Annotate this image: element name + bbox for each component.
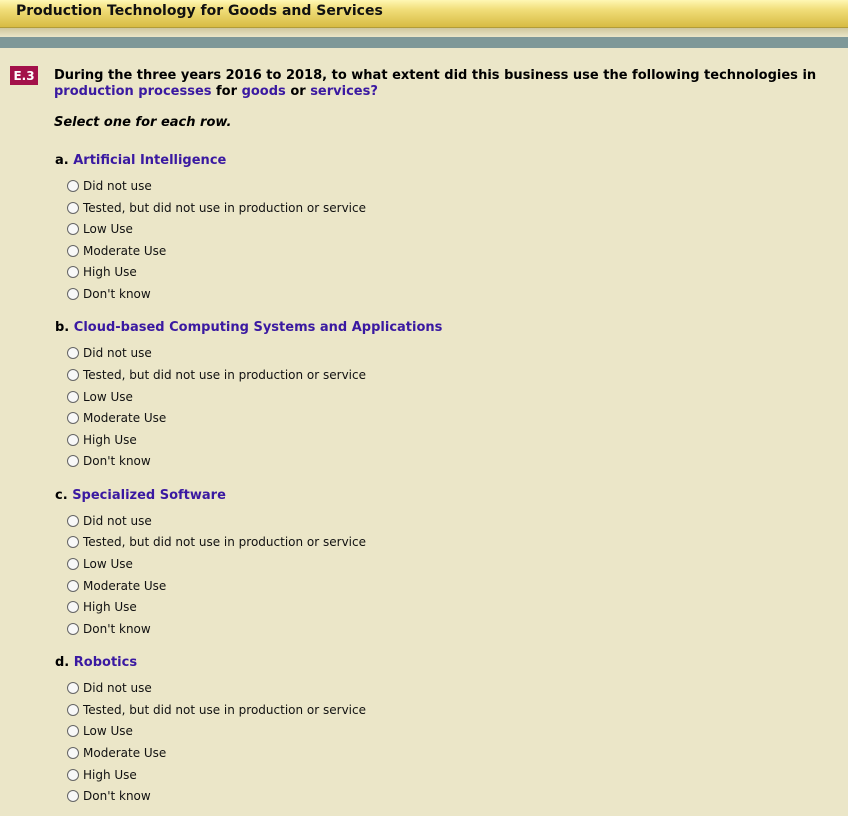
radio-button[interactable] (67, 558, 79, 570)
radio-option-label: Moderate Use (83, 244, 167, 258)
radio-button[interactable] (67, 391, 79, 403)
radio-button[interactable] (67, 180, 79, 192)
services-link[interactable]: services? (310, 84, 378, 99)
radio-option[interactable] (67, 410, 166, 426)
radio-option[interactable] (67, 599, 137, 615)
radio-option-label: High Use (83, 768, 137, 782)
section-header-artificial-intelligence (55, 153, 226, 168)
radio-option[interactable] (67, 702, 366, 718)
section-name: Cloud-based Computing Systems and Applications (73, 320, 443, 335)
radio-option-label: Tested, but did not use in production or service (83, 535, 366, 549)
section-letter: b. (55, 320, 70, 335)
radio-button[interactable] (67, 347, 79, 359)
radio-option-label: Moderate Use (83, 746, 167, 760)
page-header (0, 0, 848, 28)
radio-option-label: Low Use (83, 724, 133, 738)
question-text-or: or (290, 84, 306, 99)
radio-button[interactable] (67, 202, 79, 214)
radio-option[interactable] (67, 788, 151, 804)
question-text (54, 68, 834, 100)
radio-option[interactable] (67, 345, 152, 361)
radio-button[interactable] (67, 623, 79, 635)
radio-button[interactable] (67, 725, 79, 737)
radio-option-label: Did not use (83, 179, 152, 193)
radio-button[interactable] (67, 412, 79, 424)
radio-button[interactable] (67, 245, 79, 257)
radio-option[interactable] (67, 723, 133, 739)
goods-link[interactable]: goods (241, 84, 286, 99)
radio-button[interactable] (67, 288, 79, 300)
radio-option-label: Did not use (83, 681, 152, 695)
radio-option-label: Don't know (83, 789, 151, 803)
radio-button[interactable] (67, 515, 79, 527)
question-text-for: for (216, 84, 238, 99)
radio-button[interactable] (67, 747, 79, 759)
radio-button[interactable] (67, 369, 79, 381)
radio-button[interactable] (67, 769, 79, 781)
section-header-robotics (55, 655, 137, 670)
radio-option-label: Did not use (83, 514, 152, 528)
radio-option-label: Don't know (83, 454, 151, 468)
production-processes-link[interactable]: production processes (54, 84, 212, 99)
radio-option-label: Low Use (83, 557, 133, 571)
radio-option-label: Don't know (83, 622, 151, 636)
radio-option[interactable] (67, 556, 133, 572)
section-letter: d. (55, 655, 70, 670)
radio-option[interactable] (67, 367, 366, 383)
radio-option-label: High Use (83, 265, 137, 279)
radio-button[interactable] (67, 580, 79, 592)
page-title: Production Technology for Goods and Services (16, 3, 383, 19)
radio-option[interactable] (67, 534, 366, 550)
radio-option-label: Don't know (83, 287, 151, 301)
radio-option-label: Tested, but did not use in production or service (83, 703, 366, 717)
radio-button[interactable] (67, 536, 79, 548)
radio-button[interactable] (67, 704, 79, 716)
question-instruction: Select one for each row. (54, 115, 232, 130)
section-name: Robotics (73, 655, 138, 670)
section-letter: c. (55, 488, 68, 503)
radio-option-label: Moderate Use (83, 411, 167, 425)
radio-option[interactable] (67, 767, 137, 783)
header-divider (0, 28, 848, 37)
section-name: Artificial Intelligence (73, 153, 227, 168)
radio-button[interactable] (67, 266, 79, 278)
section-header-specialized-software (55, 488, 226, 503)
radio-option[interactable] (67, 453, 151, 469)
radio-button[interactable] (67, 455, 79, 467)
radio-option-label: High Use (83, 433, 137, 447)
radio-option-label: Low Use (83, 390, 133, 404)
radio-option[interactable] (67, 221, 133, 237)
radio-option-label: Tested, but did not use in production or service (83, 368, 366, 382)
radio-option[interactable] (67, 243, 166, 259)
section-letter: a. (55, 153, 69, 168)
radio-option[interactable] (67, 745, 166, 761)
radio-button[interactable] (67, 223, 79, 235)
question-number-badge: E.3 (10, 66, 38, 85)
radio-option[interactable] (67, 178, 152, 194)
section-name: Specialized Software (72, 488, 226, 503)
radio-button[interactable] (67, 682, 79, 694)
radio-option[interactable] (67, 389, 133, 405)
radio-option[interactable] (67, 513, 152, 529)
radio-option[interactable] (67, 200, 366, 216)
radio-button[interactable] (67, 790, 79, 802)
section-header-cloud-computing (55, 320, 442, 335)
radio-option[interactable] (67, 286, 151, 302)
question-text-part1: During the three years 2016 to 2018, to what extent did this business use the following technologies in (54, 68, 817, 83)
radio-option-label: High Use (83, 600, 137, 614)
radio-option-label: Tested, but did not use in production or service (83, 201, 366, 215)
radio-button[interactable] (67, 601, 79, 613)
header-band (0, 37, 848, 48)
radio-option-label: Did not use (83, 346, 152, 360)
radio-option-label: Low Use (83, 222, 133, 236)
radio-option[interactable] (67, 264, 137, 280)
radio-option[interactable] (67, 578, 166, 594)
radio-button[interactable] (67, 434, 79, 446)
radio-option[interactable] (67, 680, 152, 696)
radio-option[interactable] (67, 621, 151, 637)
radio-option[interactable] (67, 432, 137, 448)
radio-option-label: Moderate Use (83, 579, 167, 593)
